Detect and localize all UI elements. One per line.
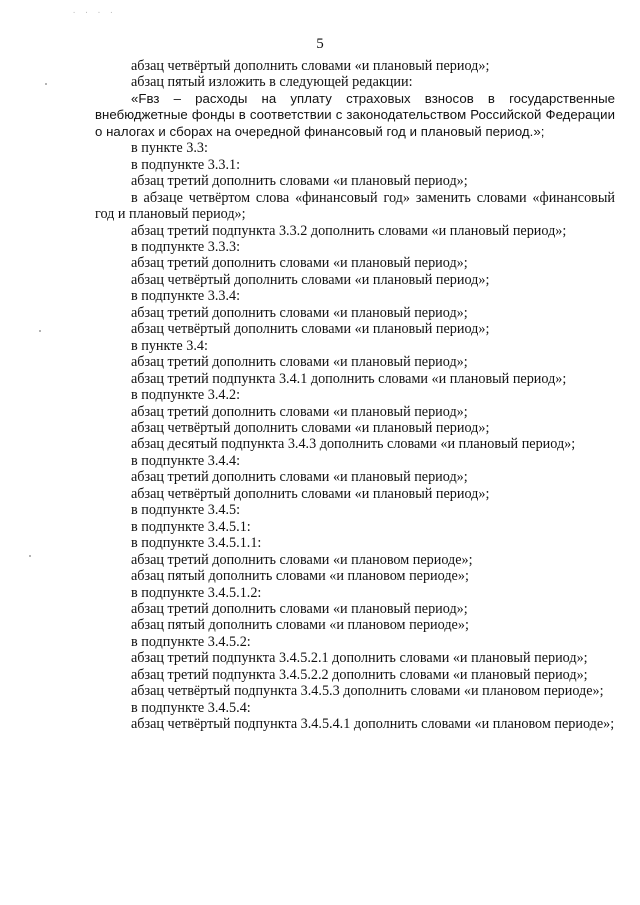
scan-artifact: · · · ·	[72, 9, 116, 17]
paragraph: в подпункте 3.3.4:	[131, 288, 241, 305]
paragraph: в подпункте 3.4.5:	[131, 502, 241, 519]
paragraph: абзац третий подпункта 3.4.1 дополнить словами «и плановый период»;	[131, 370, 567, 387]
paragraph: абзац третий дополнить словами «и плановый период»;	[131, 255, 468, 272]
paragraph: абзац четвёртый дополнить словами «и плановый период»;	[131, 271, 490, 288]
paragraph: абзац четвёртый дополнить словами «и плановый период»;	[131, 485, 490, 502]
paragraph: абзац четвёртый дополнить словами «и плановый период»;	[131, 419, 490, 436]
paragraph: в подпункте 3.4.2:	[131, 387, 241, 404]
paragraph: в подпункте 3.4.4:	[131, 452, 241, 469]
paragraph: абзац десятый подпункта 3.4.3 дополнить словами «и плановый период»;	[131, 436, 576, 453]
paragraph: абзац третий подпункта 3.4.5.2.1 дополнить словами «и плановый период»;	[131, 650, 588, 667]
paragraph: в подпункте 3.3.1:	[131, 156, 241, 173]
paragraph: абзац пятый дополнить словами «и плановом периоде»;	[131, 617, 469, 634]
paragraph: в подпункте 3.3.3:	[131, 238, 241, 255]
scan-speck	[45, 83, 47, 85]
paragraph: абзац третий подпункта 3.4.5.2.2 дополнить словами «и плановый период»;	[131, 666, 588, 683]
paragraph: абзац третий дополнить словами «и плановый период»;	[131, 173, 468, 190]
paragraph: абзац третий дополнить словами «и плановый период»;	[131, 304, 468, 321]
paragraph: в пункте 3.3:	[131, 140, 208, 157]
scan-speck	[39, 330, 41, 332]
paragraph: абзац третий дополнить словами «и плановый период»;	[131, 600, 468, 617]
paragraph: абзац пятый дополнить словами «и плановом периоде»;	[131, 568, 469, 585]
paragraph: абзац третий дополнить словами «и плановом периоде»;	[131, 551, 473, 568]
paragraph: в абзаце четвёртом слова «финансовый год» заменить словами «финансовый год и плановый период»;	[95, 189, 615, 223]
paragraph: абзац третий подпункта 3.3.2 дополнить словами «и плановый период»;	[131, 222, 567, 239]
paragraph: абзац пятый изложить в следующей редакции:	[131, 74, 413, 91]
paragraph: в подпункте 3.4.5.1:	[131, 518, 251, 535]
paragraph: абзац четвёртый подпункта 3.4.5.3 дополнить словами «и плановом периоде»;	[131, 683, 604, 700]
paragraph: абзац четвёртый дополнить словами «и плановый период»;	[131, 58, 490, 74]
paragraph: абзац четвёртый дополнить словами «и плановый период»;	[131, 321, 490, 338]
paragraph: в подпункте 3.4.5.4:	[131, 699, 251, 716]
paragraph: в подпункте 3.4.5.1.2:	[131, 584, 262, 601]
paragraph: в подпункте 3.4.5.2:	[131, 633, 251, 650]
document-body	[95, 58, 615, 733]
quoted-formula-paragraph: «Fвз – расходы на уплату страховых взносов в государственные внебюджетные фонды в соответствии с законодательством Российской Федерации о налогах и сборах на очередной финансовый год и плановый период.»;	[95, 90, 615, 139]
page-number: 5	[316, 36, 324, 52]
paragraph: абзац третий дополнить словами «и плановый период»;	[131, 354, 468, 371]
paragraph: в пункте 3.4:	[131, 337, 208, 354]
paragraph: абзац третий дополнить словами «и плановый период»;	[131, 403, 468, 420]
paragraph: абзац четвёртый подпункта 3.4.5.4.1 дополнить словами «и плановом периоде»;	[131, 716, 615, 733]
paragraph: абзац третий дополнить словами «и плановый период»;	[131, 469, 468, 486]
paragraph: в подпункте 3.4.5.1.1:	[131, 535, 262, 552]
scan-speck	[29, 555, 31, 557]
